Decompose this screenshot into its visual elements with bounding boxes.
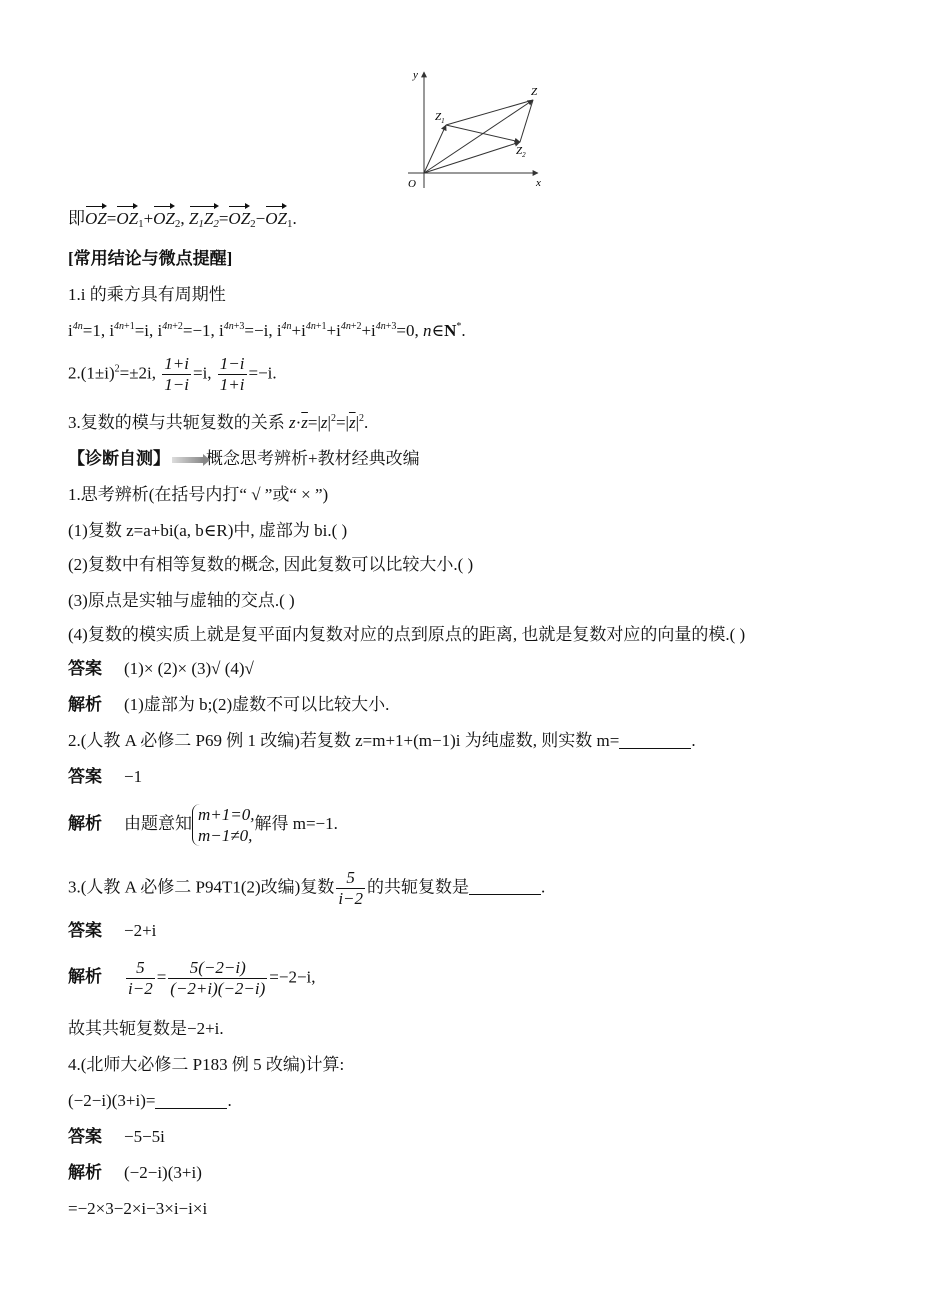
q1-item-2: (2)复数中有相等复数的概念, 因此复数可以比较大小.( ) [68,555,474,574]
label-y: y [413,69,418,81]
label-z2: $Z_2$ [516,145,526,159]
q2-analysis: 解析 由题意知 m+1=0, m−1≠0, 解得 m=−1. [68,805,338,845]
label-o: O [408,178,416,190]
vector-oz-text: OZ [85,209,107,228]
q1-item-4: (4)复数的模实质上就是复平面内复数对应的点到原点的距离, 也就是复数对应的向量的模.( ) [68,625,746,644]
q4-answer-blank[interactable] [155,1092,227,1109]
q2-title: 2.(人教 A 必修二 P69 例 1 改编)若复数 z=m+1+(m−1)i 为纯虚数, 则实数 m= . [68,731,696,750]
conclusion-1-title: 1.i 的乘方具有周期性 [68,285,226,304]
vector-z1z2-text: $Z_1Z_2$ [188,209,219,230]
vector-relation-line: 即$OZ=OZ_1+OZ_2$, $Z_1Z_2=OZ_2-OZ_1$. [68,209,297,230]
q2-answer: 答案 −1 [68,767,143,786]
edge-z2z [520,100,533,142]
label-z1: $Z_1$ [435,111,445,125]
q3-analysis: 解析 $\frac{5}{i-2}$ = $\frac{5(-2-i)}{(-2+i)(-2-i)}$ =−2−i, [68,958,316,998]
q1-item-3: (3)原点是实轴与虚轴的交点.( ) [68,591,295,610]
edge-z1z [446,100,533,125]
q3-title: 3.(人教 A 必修二 P94T1(2)改编)复数 $\frac{5}{i-2}$ 的共轭复数是 . [68,868,546,908]
conclusion-1-formula: $i^{4n}=1$, $i^{4n+1}=i$, $i^{4n+2}=-1$, $i^{4n+3}=-i$, $i^{4n}+i^{4n+1}+i^{4n+2}+i^{4n+3}=0$, n∈N*. [68,321,466,340]
conclusion-3: 3.复数的模与共轭复数的关系 $z\cdot\overline{z}=|z|^2=|\overline{z}|^2$. [68,413,369,432]
q3-fraction: $\frac{5}{i-2}$ [338,868,364,908]
equation-system: m+1=0, m−1≠0, [192,804,254,846]
q1-answer: 答案 (1)× (2)× (3)√ (4)√ [68,659,254,678]
q3-answer-blank[interactable] [469,878,541,895]
arrow-icon [172,457,204,463]
section-heading: [常用结论与微点提醒] [68,249,233,268]
q1-item-1: (1)复数 z=a+bi(a, b∈R)中, 虚部为 bi.( ) [68,521,348,540]
vector-z1z2 [446,125,520,142]
label-z: Z [531,86,538,98]
q3-answer: 答案 −2+i [68,921,157,940]
q4-answer: 答案 −5−5i [68,1127,165,1146]
q2-answer-blank[interactable] [619,732,691,749]
conclusion-2: $2.(1\pm i)^2=\pm 2i$, $\frac{1+i}{1-i}$ =i, $\frac{1-i}{1+i}$ =−i. [68,354,277,394]
label-x: x [536,177,541,189]
vector-oz2 [424,142,520,173]
q1-title: 1.思考辨析(在括号内打“ √ ”或“ × ”) [68,485,329,504]
diagnosis-heading: 【诊断自测】 概念思考辨析+教材经典改编 [68,449,420,468]
q3-conclusion: 故其共轭复数是−2+i. [68,1019,224,1038]
complex-plane-diagram [398,62,558,194]
fraction-2: $\frac{1-i}{1+i}$ [219,354,245,394]
q4-title: 4.(北师大必修二 P183 例 5 改编)计算: [68,1055,345,1074]
fraction-1: $\frac{1+i}{1-i}$ [164,354,189,394]
q4-analysis: 解析 (−2−i)(3+i) [68,1163,202,1182]
q1-analysis: 解析 (1)虚部为 b;(2)虚数不可以比较大小. [68,695,390,714]
q4-expression: (−2−i)(3+i)= . [68,1091,232,1110]
q4-step: =−2×3−2×i−3×i−i×i [68,1199,208,1218]
